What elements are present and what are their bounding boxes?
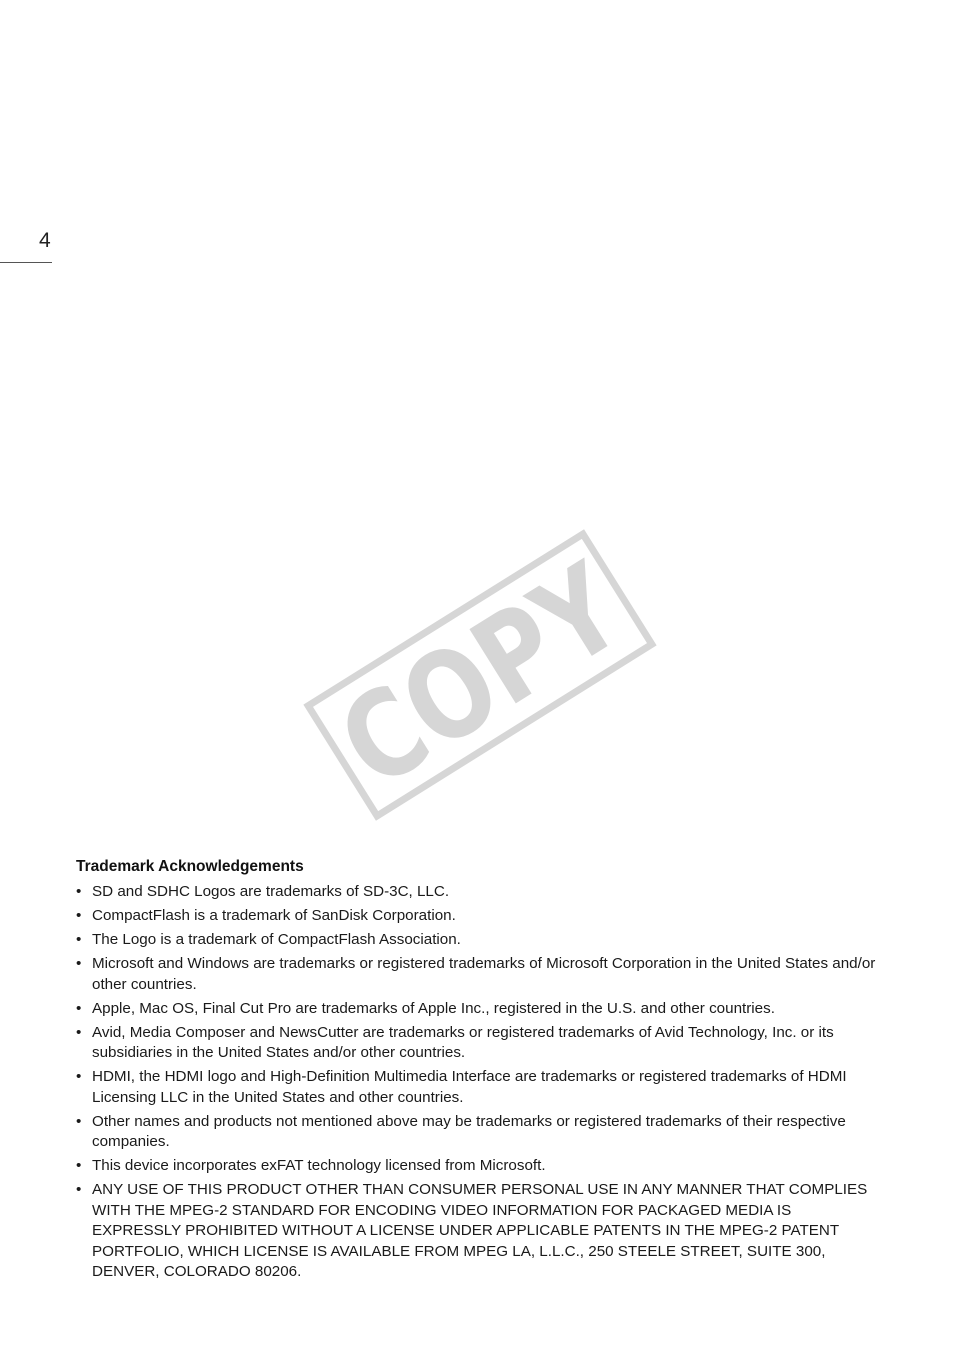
bullet: • <box>76 1112 82 1130</box>
list-item <box>76 906 876 927</box>
bullet: • <box>76 1181 82 1198</box>
bullet: • <box>76 931 82 948</box>
list-item <box>76 954 876 995</box>
item-text: Avid, Media Composer and NewsCutter are trademarks or registered trademarks of Avid Technology, Inc. or its subsidiaries in the United States and/or other countries. <box>92 1023 834 1061</box>
trademark-list <box>76 882 876 1283</box>
item-text: The Logo is a trademark of CompactFlash Association. <box>92 931 461 948</box>
item-text: Apple, Mac OS, Final Cut Pro are trademarks of Apple Inc., registered in the U.S. and other countries. <box>92 999 775 1017</box>
bullet: • <box>76 999 82 1017</box>
bullet: • <box>76 1157 82 1174</box>
copy-watermark <box>300 504 701 820</box>
list-item <box>76 999 876 1020</box>
list-item <box>76 882 876 903</box>
list-item <box>76 1180 876 1283</box>
page-number: 4 <box>39 229 51 252</box>
item-text: ANY USE OF THIS PRODUCT OTHER THAN CONSUMER PERSONAL USE IN ANY MANNER THAT COMPLIES WITH THE MPEG-2 STANDARD FOR ENCODING VIDEO INFORMATION FOR PACKAGED MEDIA IS EXPRESSLY PROHIBITED WITHOUT A LICENSE UNDER APPLICABLE PATENTS IN THE MPEG-2 PATENT PORTFOLIO, WHICH LICENSE IS AVAILABLE FROM MPEG LA, L.L.C., 250 STEELE STREET, SUITE 300, DENVER, COLORADO 80206. <box>92 1181 868 1280</box>
section-title: Trademark Acknowledgements <box>76 858 304 875</box>
item-text: HDMI, the HDMI logo and High-Definition Multimedia Interface are trademarks or registered trademarks of HDMI Licensing LLC in the United States and other countries. <box>92 1068 847 1106</box>
item-text: This device incorporates exFAT technology licensed from Microsoft. <box>92 1157 546 1174</box>
list-item <box>76 1023 876 1064</box>
list-item <box>76 1067 876 1108</box>
list-item <box>76 1112 876 1153</box>
item-text: CompactFlash is a trademark of SanDisk Corporation. <box>92 907 456 924</box>
bullet: • <box>76 907 82 924</box>
bullet: • <box>76 1023 82 1041</box>
list-item <box>76 1156 876 1177</box>
page-number-rule <box>0 262 52 263</box>
bullet: • <box>76 883 82 900</box>
bullet: • <box>76 955 82 972</box>
item-text: SD and SDHC Logos are trademarks of SD-3C, LLC. <box>92 883 450 900</box>
item-text: Microsoft and Windows are trademarks or registered trademarks of Microsoft Corporation in the United States and/or other countries. <box>92 955 876 993</box>
trademark-acknowledgements <box>76 856 876 1286</box>
watermark-text: COPY <box>317 504 701 816</box>
item-text: Other names and products not mentioned above may be trademarks or registered trademarks of their respective companies. <box>92 1112 846 1150</box>
bullet: • <box>76 1068 82 1085</box>
list-item <box>76 930 876 951</box>
